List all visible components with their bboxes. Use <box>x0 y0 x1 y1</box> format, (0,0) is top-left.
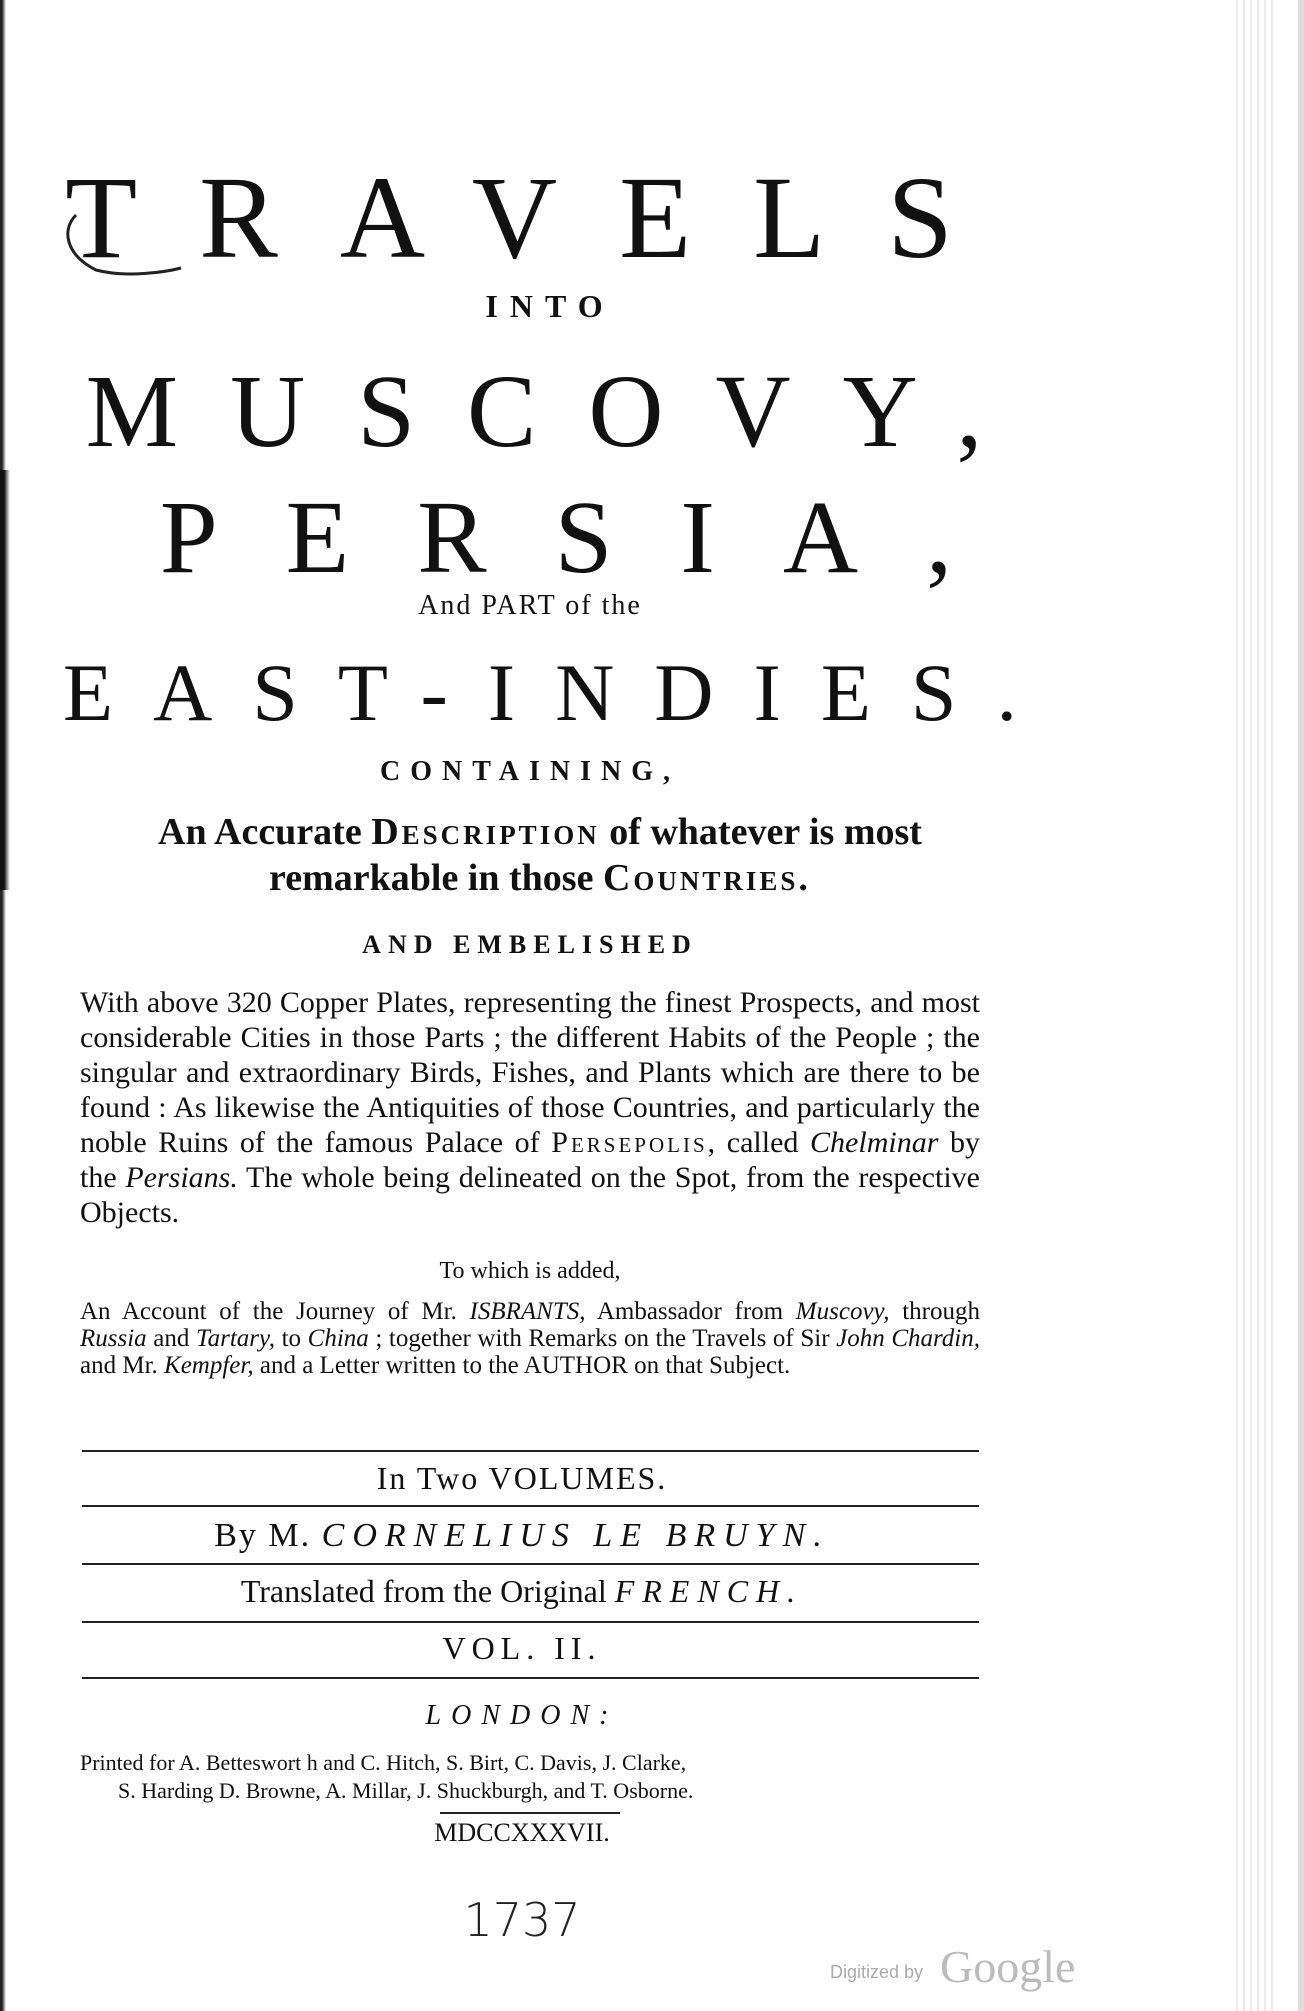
divider-rule <box>82 1563 979 1565</box>
accurate-description-line2: remarkable in those Countries. <box>269 857 811 899</box>
imprint-printers-line2: S. Harding D. Browne, A. Millar, J. Shuckburgh, and T. Osborne. <box>118 1778 694 1803</box>
scan-edge-right-strip <box>1298 0 1304 2011</box>
volumes-line: In Two VOLUMES. <box>376 1460 668 1496</box>
divider-rule <box>82 1450 979 1452</box>
to-which-is-added: To which is added, <box>439 1258 621 1284</box>
divider-rule <box>82 1505 979 1507</box>
imprint-date: MDCCXXXVII. <box>434 1818 610 1847</box>
google-watermark <box>830 1940 1110 1990</box>
title-muscovy: MUSCOVY, <box>85 354 1035 469</box>
accurate-description-line1: An Accurate Description of whatever is most <box>158 811 922 853</box>
imprint-city: LONDON: <box>425 1700 619 1731</box>
watermark-logo-text: Google <box>940 1941 1076 1992</box>
divider-rule <box>82 1621 979 1623</box>
title-east-indies: EAST-INDIES. <box>62 647 1058 738</box>
date-rule <box>440 1812 620 1814</box>
title-into: INTO <box>485 288 615 324</box>
title-and-part: And PART of the <box>418 590 642 621</box>
author-line: By M. CORNELIUS LE BRUYN. <box>214 1517 830 1554</box>
scan-edge-left-shadow <box>0 470 14 890</box>
account-paragraph: An Account of the Journey of Mr. ISBRANTS, Ambassador from Muscovy, through Russia and Tartary, to China ; together with Remarks on the Travels of Sir John Chardin, and Mr. Kempfer, and a Letter written to the AUTHOR on that Subject. <box>80 1298 980 1379</box>
embelished-heading: AND EMBELISHED <box>362 930 698 959</box>
imprint-printers-line1: Printed for A. Betteswort h and C. Hitch, S. Birt, C. Davis, J. Clarke, <box>80 1750 687 1775</box>
title-persia: PERSIA, <box>159 480 1021 595</box>
scan-edge-left <box>0 0 10 2011</box>
divider-rule <box>82 1677 979 1679</box>
watermark-small-text: Digitized by <box>830 1962 924 1982</box>
translated-line: Translated from the Original FRENCH. <box>240 1573 804 1609</box>
scan-edge-right <box>1236 0 1276 2011</box>
volume-number: VOL. II. <box>442 1630 602 1666</box>
plates-paragraph: With above 320 Copper Plates, representing the finest Prospects, and most considerable Cities in those Parts ; the different Habits of the People ; the singular and extraordinary Birds, Fishes, and Plants which are there to be found : As likewise the Antiquities of those Countries, and particularly the noble Ruins of the famous Palace of Persepolis, called Chelminar by the Persians. The whole being delineated on the Spot, from the respective Objects. <box>80 986 980 1229</box>
handwritten-year: 1737 <box>463 1893 581 1947</box>
containing-heading: CONTAINING, <box>379 756 681 787</box>
title-travels: TRAVELS <box>65 152 1015 283</box>
